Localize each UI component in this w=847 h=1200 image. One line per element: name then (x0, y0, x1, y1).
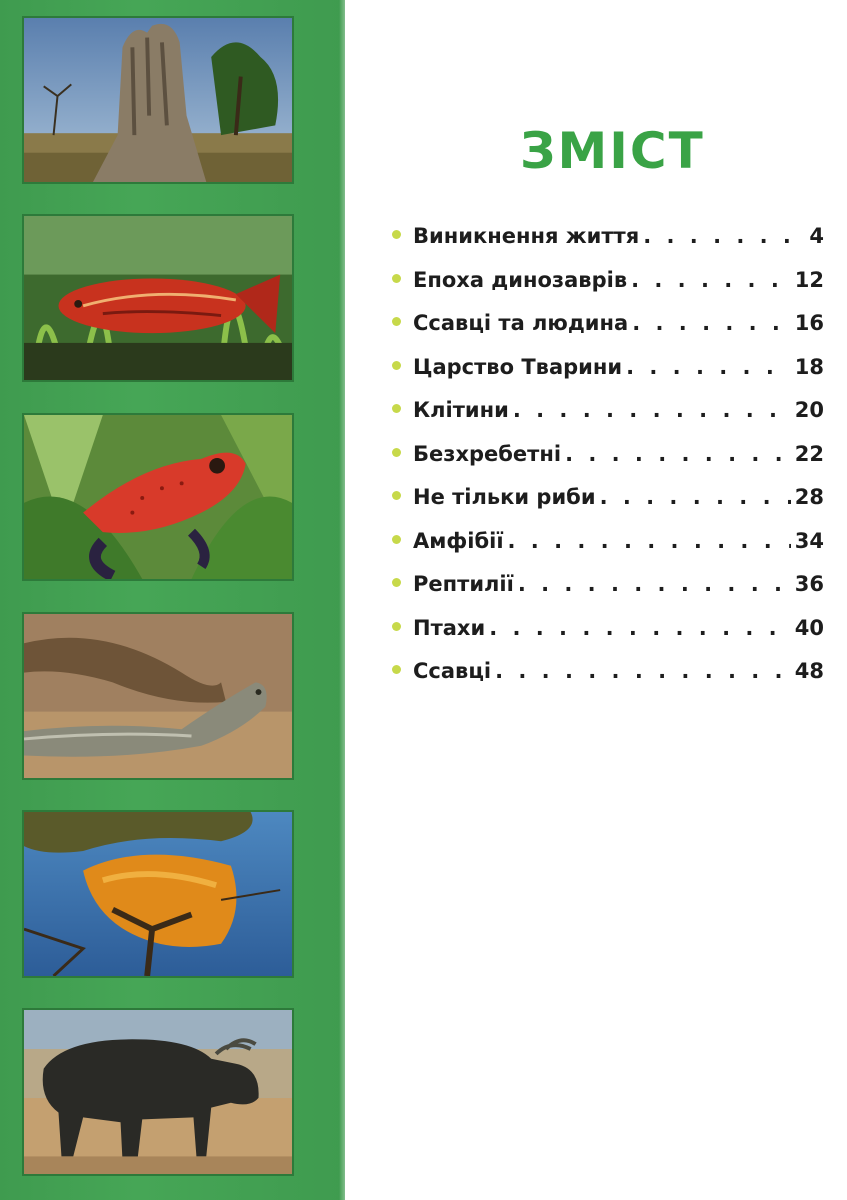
toc-entry-page: 48 (794, 659, 824, 683)
dot-leader (518, 572, 791, 596)
photo-poison-frog (22, 413, 294, 581)
toc-entry-label: Амфібії (413, 528, 504, 553)
toc-entry[interactable] (392, 616, 824, 660)
toc-entry-label: Клітини (413, 398, 509, 422)
dot-leader (626, 355, 791, 379)
toc-entry[interactable] (392, 311, 824, 355)
photo-lizard (22, 612, 294, 780)
toc-entry-label: Ссавці та людина (413, 311, 629, 335)
toc-entry-page: 28 (794, 485, 824, 509)
bullet-icon (392, 230, 401, 239)
toc-entry-page: 36 (794, 572, 824, 596)
page-title: ЗМІСТ (520, 122, 705, 180)
bullet-icon (392, 361, 401, 370)
toc-entry[interactable] (392, 268, 824, 312)
toc-entry[interactable] (392, 442, 824, 486)
toc-entry-label: Виникнення життя (413, 224, 640, 248)
dot-leader (631, 268, 791, 292)
toc-entry-page: 16 (794, 311, 824, 335)
toc-entry[interactable] (392, 355, 824, 399)
bullet-icon (392, 622, 401, 631)
toc-entry-page: 20 (794, 398, 824, 422)
dot-leader (600, 485, 791, 509)
toc-entry-label: Епоха динозаврів (413, 267, 628, 292)
photo-red-fish (22, 214, 294, 382)
toc-entry[interactable] (392, 485, 824, 529)
dot-leader (643, 224, 805, 248)
toc-entry-page: 40 (794, 615, 824, 640)
dot-leader (632, 311, 791, 335)
bullet-icon (392, 535, 401, 544)
bullet-icon (392, 578, 401, 587)
toc-entry-page: 12 (794, 267, 824, 292)
dot-leader (495, 659, 791, 683)
toc-entry-page: 4 (809, 224, 824, 248)
photo-termite-mound (22, 16, 294, 184)
dot-leader (489, 616, 791, 640)
bullet-icon (392, 448, 401, 457)
toc-entry[interactable] (392, 659, 824, 703)
photo-sidebar (0, 0, 345, 1200)
toc-entry[interactable] (392, 529, 824, 573)
dot-leader (513, 398, 791, 422)
toc-entry-label: Ссавці (413, 659, 492, 683)
toc-entry[interactable] (392, 572, 824, 616)
bullet-icon (392, 404, 401, 413)
toc-entry-label: Безхребетні (413, 441, 562, 466)
photo-buffalo (22, 1008, 294, 1176)
toc-entry-label: Рептилії (413, 572, 514, 596)
toc-entry-label: Птахи (413, 615, 486, 640)
toc-entry-page: 18 (794, 354, 824, 379)
toc-entry-page: 22 (794, 441, 824, 466)
dot-leader (508, 529, 791, 553)
bullet-icon (392, 274, 401, 283)
toc-entry-label: Царство Тварини (413, 354, 623, 379)
photo-weaver-nest-tree (22, 810, 294, 978)
bullet-icon (392, 491, 401, 500)
table-of-contents (392, 224, 824, 703)
dot-leader (565, 442, 791, 466)
toc-entry-page: 34 (794, 528, 824, 553)
toc-entry-label: Не тільки риби (413, 485, 596, 509)
toc-entry[interactable] (392, 398, 824, 442)
bullet-icon (392, 317, 401, 326)
bullet-icon (392, 665, 401, 674)
toc-entry[interactable] (392, 224, 824, 268)
